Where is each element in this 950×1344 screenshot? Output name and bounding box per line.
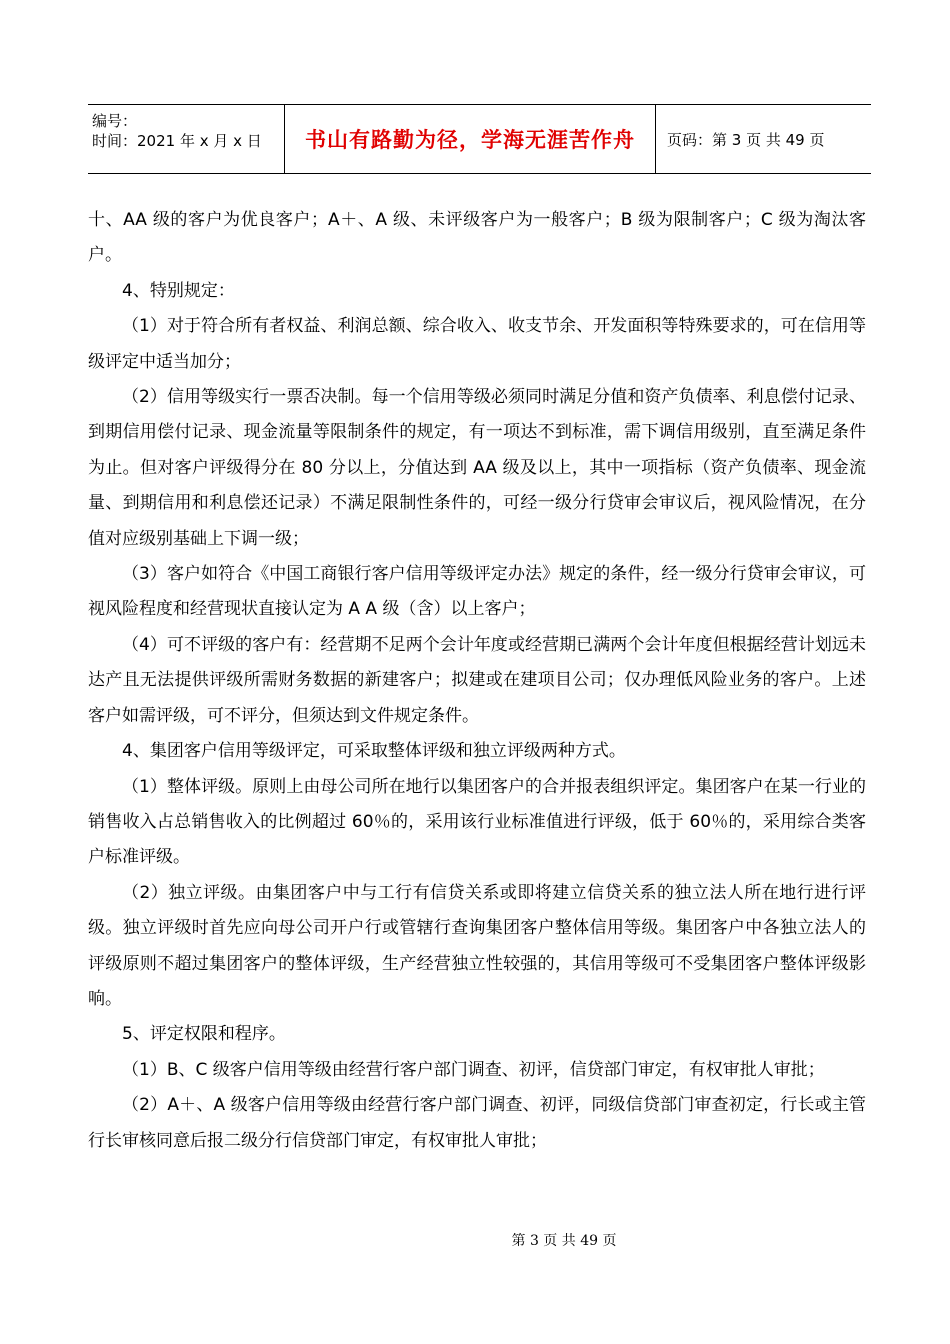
document-number-label: 编号： bbox=[92, 112, 138, 130]
paragraph: （1）对于符合所有者权益、利润总额、综合收入、收支节余、开发面积等特殊要求的，可在信用等级评定中适当加分； bbox=[88, 316, 866, 372]
header-page-cell bbox=[656, 105, 871, 173]
document-body bbox=[88, 203, 866, 1159]
paragraph: （4）可不评级的客户有：经营期不足两个会计年度或经营期已满两个会计年度但根据经营计划远未达产且无法提供评级所需财务数据的新建客户；拟建或在建项目公司；仅办理低风险业务的客户。上述客户如需评级，可不评分，但须达到文件规定条件。 bbox=[88, 634, 866, 726]
header-meta-cell bbox=[88, 105, 285, 173]
document-time-label: 时间：2021 年 x 月 x 日 bbox=[92, 132, 262, 150]
paragraph: （2）A＋、A 级客户信用等级由经营行客户部门调查、初评，同级信贷部门审查初定，行长或主管行长审核同意后报二级分行信贷部门审定，有权审批人审批； bbox=[88, 1095, 866, 1151]
header-motto: 书山有路勤为径，学海无涯苦作舟 bbox=[305, 128, 635, 152]
paragraph: （1）整体评级。原则上由母公司所在地行以集团客户的合并报表组织评定。集团客户在某一行业的销售收入占总销售收入的比例超过 60％的，采用该行业标准值进行评级，低于 60％的，采用综合类客户标准评级。 bbox=[88, 776, 866, 868]
footer-page-number: 第 3 页 共 49 页 bbox=[511, 1233, 617, 1249]
paragraph: （3）客户如符合《中国工商银行客户信用等级评定办法》规定的条件，经一级分行贷审会审议，可视风险程度和经营现状直接认定为 A A 级（含）以上客户； bbox=[88, 564, 866, 620]
section-heading: 4、特别规定： bbox=[122, 280, 235, 301]
paragraph: （2）信用等级实行一票否决制。每一个信用等级必须同时满足分值和资产负债率、利息偿付记录、到期信用偿付记录、现金流量等限制条件的规定，有一项达不到标准，需下调信用级别，直至满足条件为止。但对客户评级得分在 80 分以上，分值达到 AA 级及以上，其中一项指标（资产负债率、现金流量、到期信用和利息偿还记录）不满足限制性条件的，可经一级分行贷审会审议后，视风险情况，在分值对应级别基础上下调一级； bbox=[88, 387, 866, 549]
header-page-label: 页码：第 3 页 共 49 页 bbox=[667, 130, 825, 149]
paragraph: （1）B、C 级客户信用等级由经营行客户部门调查、初评，信贷部门审定，有权审批人审批； bbox=[122, 1059, 825, 1080]
paragraph: （2）独立评级。由集团客户中与工行有信贷关系或即将建立信贷关系的独立法人所在地行进行评级。独立评级时首先应向母公司开户行或管辖行查询集团客户整体信用等级。集团客户中各独立法人的评级原则不超过集团客户的整体评级，生产经营独立性较强的，其信用等级可不受集团客户整体评级影响。 bbox=[88, 882, 866, 1009]
page-footer bbox=[0, 1230, 950, 1250]
header-motto-cell bbox=[285, 105, 656, 173]
section-heading: 5、评定权限和程序。 bbox=[122, 1024, 286, 1045]
section-heading: 4、集团客户信用等级评定，可采取整体评级和独立评级两种方式。 bbox=[122, 741, 626, 762]
document-header bbox=[88, 104, 871, 174]
paragraph: 十、AA 级的客户为优良客户；A＋、A 级、未评级客户为一般客户；B 级为限制客户；C 级为淘汰客户。 bbox=[88, 210, 866, 266]
